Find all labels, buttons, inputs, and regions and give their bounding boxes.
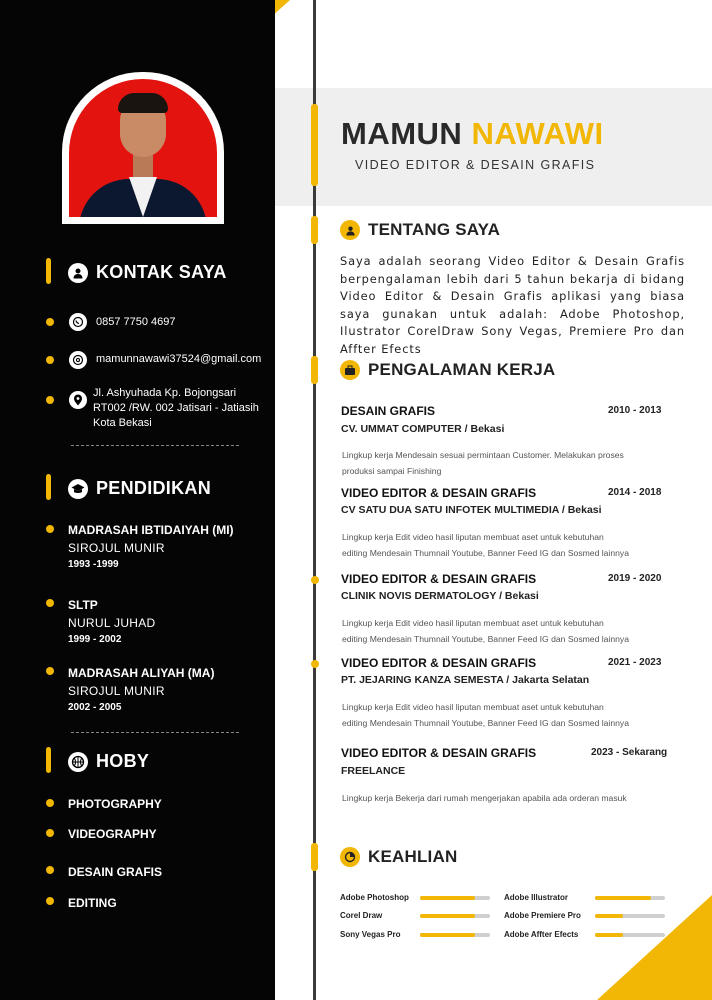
skill-label: Adobe Affter Efects <box>504 930 579 939</box>
skill-label: Adobe Premiere Pro <box>504 911 581 920</box>
job-desc-line: Lingkup kerja Bekerja dari rumah mengerjakan apabila ada orderan masuk <box>342 793 627 803</box>
job-title: VIDEO EDITOR & DESAIN GRAFIS <box>341 656 537 670</box>
job-desc-line: produksi sampai Finishing <box>342 466 442 476</box>
last-name: NAWAWI <box>471 116 604 151</box>
hobby-item: EDITING <box>68 896 117 910</box>
timeline-dot <box>311 660 319 668</box>
email-address[interactable]: mamunnawawi37524@gmail.com <box>96 353 262 365</box>
hobby-item: DESAIN GRAFIS <box>68 865 163 879</box>
name-marker <box>311 104 318 186</box>
timeline-dot <box>46 897 54 905</box>
section-marker <box>311 356 318 384</box>
job-description <box>342 447 624 479</box>
education-school: NURUL JUHAD <box>68 616 156 630</box>
section-marker <box>46 747 51 773</box>
address <box>93 386 259 431</box>
timeline-dot <box>46 866 54 874</box>
section-marker <box>46 258 51 284</box>
job-title: VIDEO EDITOR & DESAIN GRAFIS <box>341 746 537 760</box>
briefcase-icon <box>340 360 360 380</box>
job-company: PT. JEJARING KANZA SEMESTA / Jakarta Selatan <box>341 674 590 686</box>
skill-label: Sony Vegas Pro <box>340 930 401 939</box>
job-description <box>342 790 627 806</box>
graduation-cap-icon <box>68 479 88 499</box>
skill-bar <box>595 933 665 937</box>
timeline-dot <box>46 396 54 404</box>
divider <box>71 445 239 446</box>
education-school: SIROJUL MUNIR <box>68 684 165 698</box>
person-icon <box>340 220 360 240</box>
education-heading-text: PENDIDIKAN <box>96 478 212 498</box>
job-desc-line: Lingkup kerja Edit video hasil liputan membuat aset untuk kebutuhan <box>342 702 604 712</box>
skill-bar-fill <box>420 914 475 918</box>
job-company: CV. UMMAT COMPUTER / Bekasi <box>341 423 505 435</box>
phone-number[interactable]: 0857 7750 4697 <box>96 316 176 328</box>
user-icon <box>68 263 88 283</box>
skills-heading-text: KEAHLIAN <box>368 847 458 866</box>
timeline-dot <box>46 318 54 326</box>
timeline-dot <box>311 576 319 584</box>
about-text: Saya adalah seorang Video Editor & Desain Grafis berpengalaman lebih dari 5 tahun bekarja di bidang Video Editor & Desain Grafis aplikasi yang biasa saya gunakan untuk adalah: Adobe Photoshop, Ilustrator CorelDraw Sony Vegas, Premiere Pro dan Affter Efects <box>340 254 685 356</box>
job-years: 2019 - 2020 <box>608 573 662 584</box>
basketball-icon <box>68 752 88 772</box>
full-name <box>341 116 604 152</box>
hobby-item: PHOTOGRAPHY <box>68 797 162 811</box>
skills-heading <box>340 847 457 867</box>
timeline-dot <box>46 356 54 364</box>
job-desc-line: editing Mendesain Thumnail Youtube, Banner Feed IG dan Sosmed lainnya <box>342 718 629 728</box>
skill-bar <box>595 896 665 900</box>
hobby-heading-text: HOBY <box>96 751 150 771</box>
section-marker <box>311 843 318 871</box>
contact-heading-text: KONTAK SAYA <box>96 262 227 282</box>
photo-neck <box>133 153 153 181</box>
timeline-dot <box>46 829 54 837</box>
hobby-heading <box>68 751 149 772</box>
job-description <box>342 699 629 731</box>
skill-bar-fill <box>420 896 475 900</box>
timeline-dot <box>46 799 54 807</box>
address-line-1: Jl. Ashyuhada Kp. Bojongsari <box>93 387 237 399</box>
education-level: MADRASAH ALIYAH (MA) <box>68 666 215 680</box>
education-years: 1993 -1999 <box>68 559 119 570</box>
experience-heading <box>340 360 555 380</box>
job-title: VIDEO EDITOR & DESAIN GRAFIS <box>341 572 537 586</box>
job-company: CLINIK NOVIS DERMATOLOGY / Bekasi <box>341 590 539 602</box>
email-icon <box>69 351 87 369</box>
skill-bar <box>595 914 665 918</box>
education-item <box>68 598 156 645</box>
skill-bar-fill <box>420 933 475 937</box>
job-company: CV SATU DUA SATU INFOTEK MULTIMEDIA / Bekasi <box>341 504 602 516</box>
education-school: SIROJUL MUNIR <box>68 541 165 555</box>
skill-bar-fill <box>595 914 623 918</box>
skill-bar <box>420 914 490 918</box>
education-item <box>68 523 234 570</box>
education-level: SLTP <box>68 598 98 612</box>
experience-heading-text: PENGALAMAN KERJA <box>368 360 556 379</box>
job-title: DESAIN GRAFIS <box>341 404 436 418</box>
skill-bar <box>420 896 490 900</box>
job-company: FREELANCE <box>341 765 406 777</box>
job-desc-line: editing Mendesain Thumnail Youtube, Banner Feed IG dan Sosmed lainnya <box>342 634 629 644</box>
timeline-dot <box>46 667 54 675</box>
job-description <box>342 529 629 561</box>
whatsapp-icon <box>69 313 87 331</box>
section-marker <box>311 216 318 244</box>
job-desc-line: Lingkup kerja Edit video hasil liputan membuat aset untuk kebutuhan <box>342 618 604 628</box>
pie-chart-icon <box>340 847 360 867</box>
photo-hair <box>118 93 168 113</box>
timeline-dot <box>46 599 54 607</box>
job-years: 2023 - Sekarang <box>591 747 668 758</box>
first-name: MAMUN <box>341 116 463 151</box>
education-item <box>68 666 214 713</box>
skill-label: Corel Draw <box>340 911 383 920</box>
skill-label: Adobe Photoshop <box>340 893 409 902</box>
skill-bar-fill <box>595 933 623 937</box>
education-years: 2002 - 2005 <box>68 702 122 713</box>
skill-bar <box>420 933 490 937</box>
address-line-2: RT002 /RW. 002 Jatisari - Jatiasih <box>93 402 259 414</box>
skill-bar-fill <box>595 896 651 900</box>
job-desc-line: Lingkup kerja Mendesain sesuai permintaan Customer. Melakukan proses <box>342 450 624 460</box>
job-description <box>342 615 629 647</box>
contact-heading <box>68 262 227 283</box>
profile-photo <box>69 79 217 217</box>
job-title: VIDEO EDITOR & DESAIN GRAFIS <box>341 486 537 500</box>
job-years: 2010 - 2013 <box>608 405 662 416</box>
about-heading <box>340 220 500 240</box>
education-level: MADRASAH IBTIDAIYAH (MI) <box>68 523 234 537</box>
address-line-3: Kota Bekasi <box>93 417 152 429</box>
job-role: VIDEO EDITOR & DESAIN GRAFIS <box>355 158 596 172</box>
location-pin-icon <box>69 391 87 409</box>
job-desc-line: editing Mendesain Thumnail Youtube, Banner Feed IG dan Sosmed lainnya <box>342 548 629 558</box>
education-heading <box>68 478 211 499</box>
divider <box>71 732 239 733</box>
education-years: 1999 - 2002 <box>68 634 122 645</box>
hobby-item: VIDEOGRAPHY <box>68 827 157 841</box>
job-years: 2014 - 2018 <box>608 487 662 498</box>
section-marker <box>46 474 51 500</box>
about-heading-text: TENTANG SAYA <box>368 220 501 239</box>
yellow-corner-bottom <box>597 895 712 1000</box>
job-years: 2021 - 2023 <box>608 657 662 668</box>
timeline-dot <box>46 525 54 533</box>
skill-label: Adobe Illustrator <box>504 893 569 902</box>
job-desc-line: Lingkup kerja Edit video hasil liputan membuat aset untuk kebutuhan <box>342 532 604 542</box>
